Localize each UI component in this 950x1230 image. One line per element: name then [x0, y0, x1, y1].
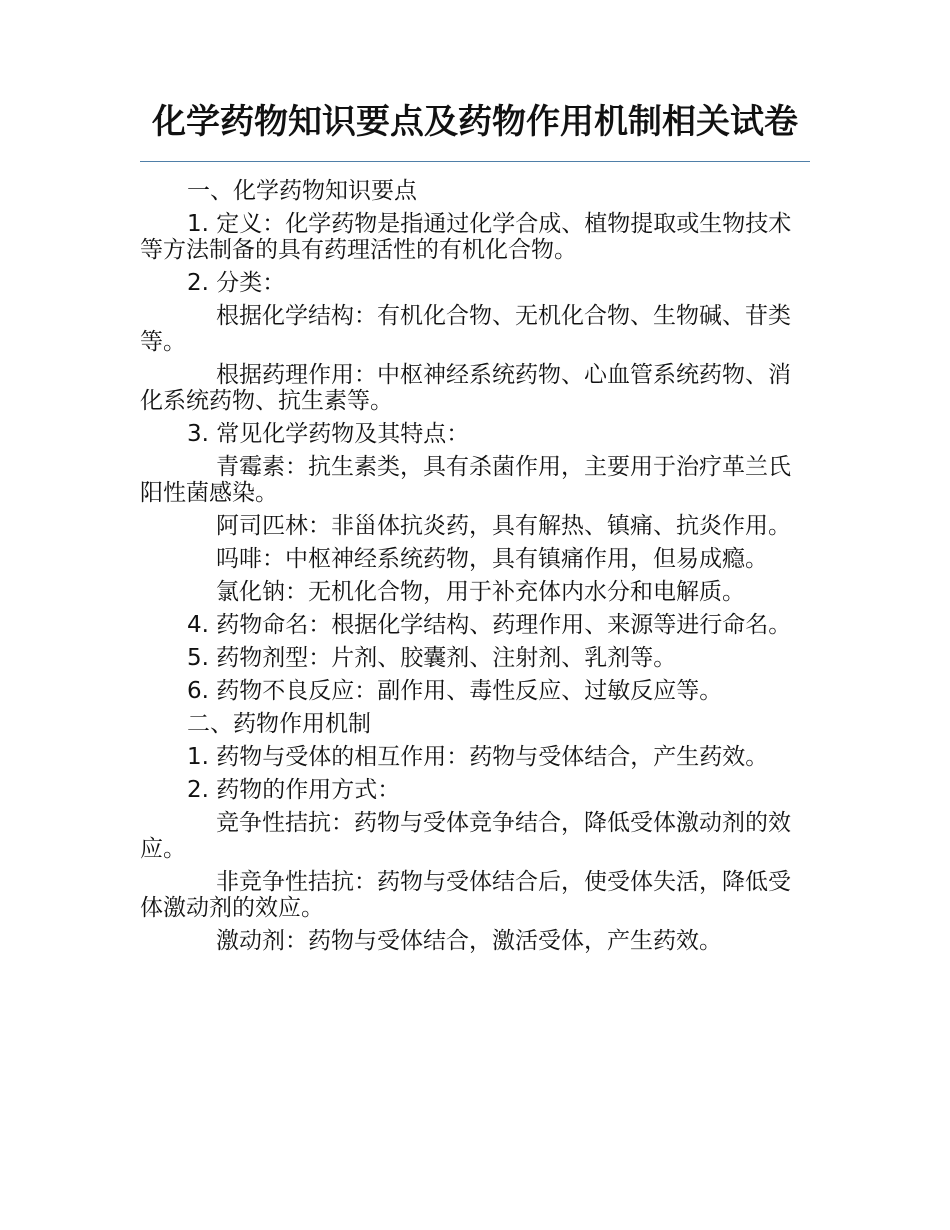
paragraph: 2. 分类： [187, 270, 286, 296]
sub-paragraph: 氯化钠：无机化合物，用于补充体内水分和电解质。 [216, 579, 745, 605]
sub-paragraph: 根据药理作用：中枢神经系统药物、心血管系统药物、消化系统药物、抗生素等。 [140, 362, 791, 414]
sub-paragraph: 根据化学结构：有机化合物、无机化合物、生物碱、苷类等。 [140, 303, 791, 355]
paragraph: 6. 药物不良反应：副作用、毒性反应、过敏反应等。 [187, 678, 723, 704]
paragraph: 1. 定义：化学药物是指通过化学合成、植物提取或生物技术等方法制备的具有药理活性的有机化合物。 [140, 211, 792, 263]
document-title: 化学药物知识要点及药物作用机制相关试卷 [152, 102, 798, 142]
sub-paragraph: 阿司匹林：非甾体抗炎药，具有解热、镇痛、抗炎作用。 [216, 513, 791, 539]
sub-paragraph: 吗啡：中枢神经系统药物，具有镇痛作用，但易成瘾。 [216, 546, 768, 572]
sub-paragraph: 青霉素：抗生素类，具有杀菌作用，主要用于治疗革兰氏阳性菌感染。 [140, 454, 791, 506]
paragraph: 1. 药物与受体的相互作用：药物与受体结合，产生药效。 [187, 744, 769, 770]
document-body [140, 178, 810, 961]
paragraph: 3. 常见化学药物及其特点： [187, 421, 470, 447]
section-heading: 一、化学药物知识要点 [187, 178, 417, 204]
title-underline [140, 161, 810, 162]
paragraph: 4. 药物命名：根据化学结构、药理作用、来源等进行命名。 [187, 612, 792, 638]
section-heading: 二、药物作用机制 [187, 711, 371, 737]
paragraph: 2. 药物的作用方式： [187, 777, 401, 803]
paragraph: 5. 药物剂型：片剂、胶囊剂、注射剂、乳剂等。 [187, 645, 677, 671]
sub-paragraph: 竞争性拮抗：药物与受体竞争结合，降低受体激动剂的效应。 [140, 810, 791, 862]
sub-paragraph: 非竞争性拮抗：药物与受体结合后，使受体失活，降低受体激动剂的效应。 [140, 869, 791, 921]
sub-paragraph: 激动剂：药物与受体结合，激活受体，产生药效。 [216, 928, 722, 954]
